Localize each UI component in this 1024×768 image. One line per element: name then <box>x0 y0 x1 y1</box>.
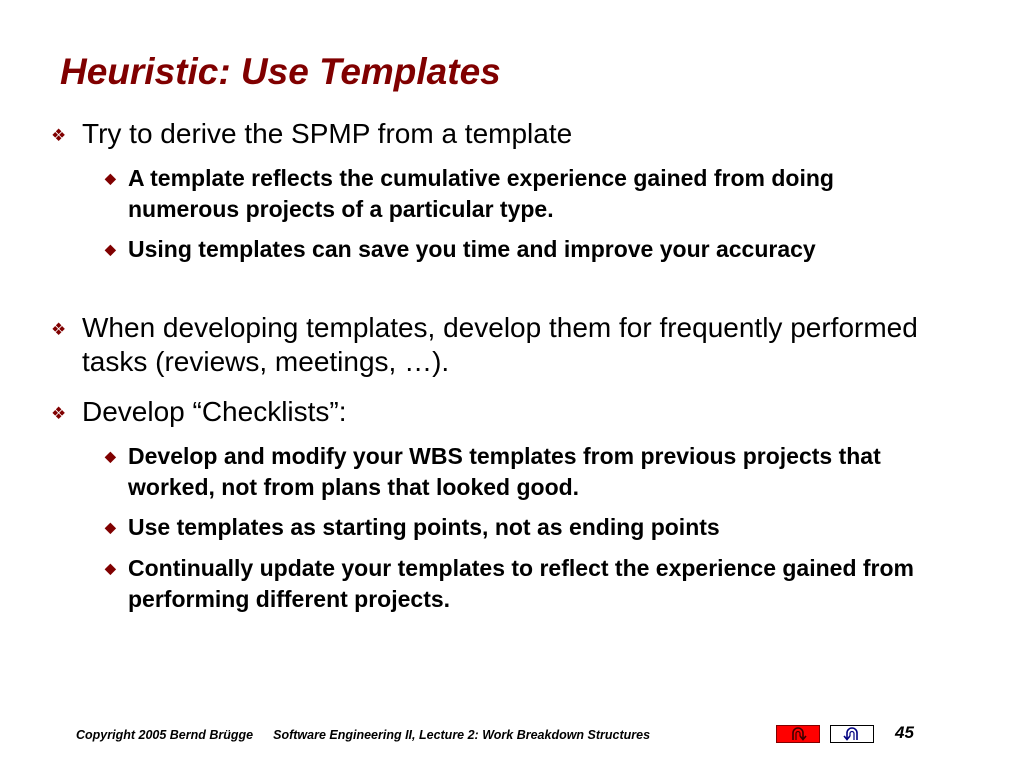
sub-bullet-1-1-text: A template reflects the cumulative experience gained from doing numerous projects of a particular type. <box>128 165 834 222</box>
four-point-star-icon: ❖ <box>51 404 67 423</box>
footer-course: Software Engineering II, Lecture 2: Work Breakdown Structures <box>273 728 651 742</box>
diamond-icon: ◆ <box>105 241 116 257</box>
bullet-1-text: Try to derive the SPMP from a template <box>82 118 573 149</box>
slide-title: Heuristic: Use Templates <box>60 51 501 92</box>
sub-bullet-1-1 <box>105 163 938 225</box>
previous-slide-button[interactable] <box>776 725 820 743</box>
bullet-3-text: Develop “Checklists”: <box>82 396 347 427</box>
diamond-icon: ◆ <box>105 448 116 464</box>
diamond-icon: ◆ <box>105 170 116 186</box>
sub-bullet-3-1 <box>105 441 938 503</box>
sub-bullet-3-2-text: Use templates as starting points, not as ending points <box>128 514 720 540</box>
bullet-1 <box>51 117 962 151</box>
slide-footer <box>76 726 650 744</box>
diamond-icon: ◆ <box>105 519 116 535</box>
sub-bullet-3-1-text: Develop and modify your WBS templates from previous projects that worked, not from plans that looked good. <box>128 443 881 500</box>
sub-bullet-3-2 <box>105 512 938 543</box>
diamond-icon: ◆ <box>105 560 116 576</box>
u-turn-back-icon <box>789 727 807 741</box>
bullet-2 <box>51 311 962 379</box>
bullet-2-text: When developing templates, develop them for frequently performed tasks (reviews, meetings, …). <box>82 312 918 377</box>
sub-bullet-3-3 <box>105 553 938 615</box>
u-turn-forward-icon <box>843 727 861 741</box>
four-point-star-icon: ❖ <box>51 320 67 339</box>
bullet-3 <box>51 395 962 429</box>
sub-bullet-3-3-text: Continually update your templates to reflect the experience gained from performing different projects. <box>128 555 914 612</box>
sub-bullet-1-2-text: Using templates can save you time and improve your accuracy <box>128 236 816 262</box>
next-slide-button[interactable] <box>830 725 874 743</box>
footer-copyright: Copyright 2005 Bernd Brügge <box>76 728 254 742</box>
sub-bullet-1-2 <box>105 234 938 265</box>
four-point-star-icon: ❖ <box>51 126 67 145</box>
page-number: 45 <box>895 723 914 742</box>
